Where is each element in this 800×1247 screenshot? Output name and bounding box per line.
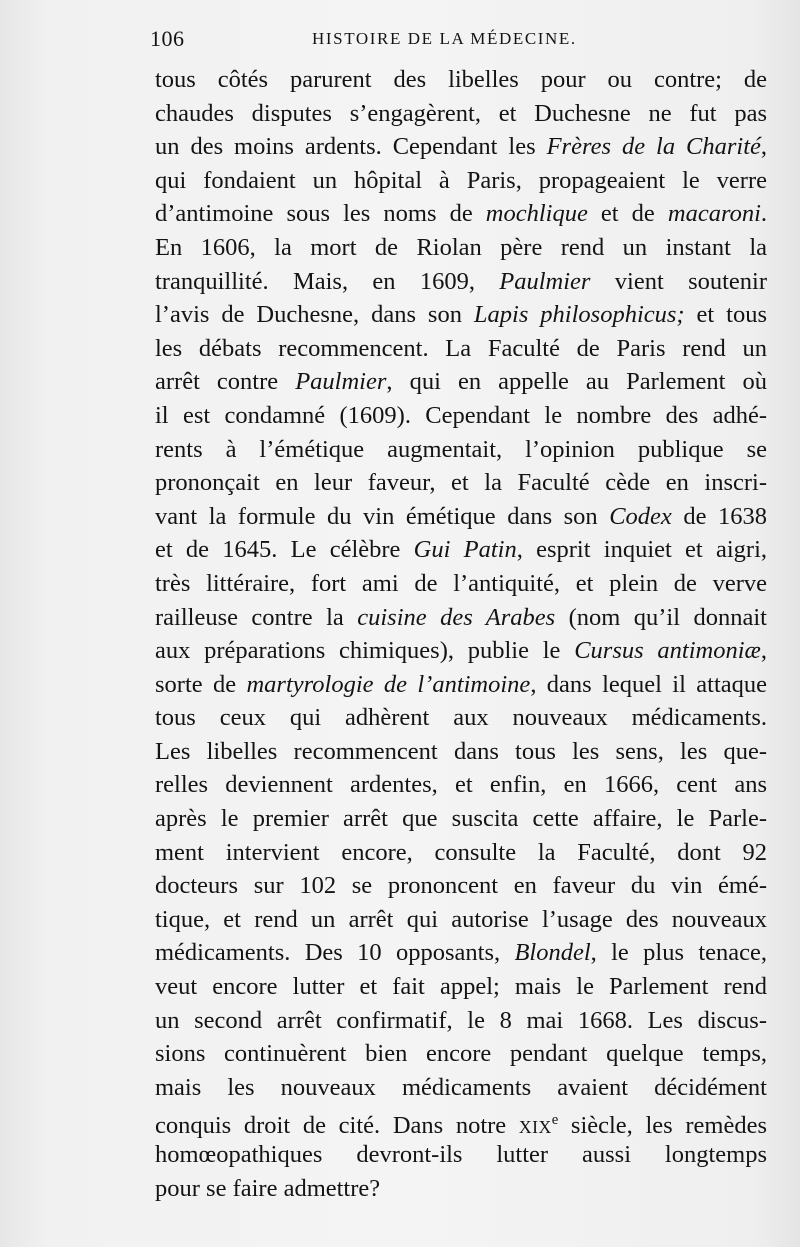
italic-run: Lapis philosophicus;: [473, 301, 685, 329]
text-line: [155, 601, 767, 635]
text-line: [155, 1138, 767, 1172]
text-line: [155, 97, 767, 131]
text-line: [155, 869, 767, 903]
text-run: d’antimoine sous les noms de: [155, 200, 486, 228]
text-run: ment intervient encore, consulte la Faculté, dont 92: [155, 838, 767, 866]
text-line: [155, 332, 767, 366]
text-run: après le premier arrêt que suscita cette affaire, le Parle-: [155, 805, 767, 833]
text-run: sorte de: [155, 670, 247, 698]
italic-run: Gui Patin: [413, 536, 517, 564]
page-number: 106: [150, 26, 185, 51]
text-line: [155, 836, 767, 870]
text-run: veut encore lutter et fait appel; mais le Parlement rend: [155, 973, 767, 1001]
text-run: Les libelles recommencent dans tous les sens, les que-: [155, 737, 767, 765]
text-line: [155, 1004, 767, 1038]
text-run: mais les nouveaux médicaments avaient décidément: [155, 1073, 767, 1101]
italic-run: Codex: [609, 502, 672, 530]
text-run: arrêt contre: [155, 368, 296, 396]
text-run: (nom qu’il donnait: [555, 603, 767, 631]
italic-run: Paulmier: [499, 267, 591, 295]
text-line: [155, 533, 767, 567]
text-line: [155, 701, 767, 735]
text-line: [155, 768, 767, 802]
text-run: et de: [587, 200, 668, 228]
text-run: , le plus tenace,: [590, 939, 767, 967]
text-line: [155, 231, 767, 265]
text-run: chaudes disputes s’engagèrent, et Duchesne ne fut pas: [155, 99, 767, 127]
running-head: HISTOIRE DE LA MÉDECINE.: [312, 29, 577, 48]
text-line: [155, 634, 767, 668]
italic-run: Blondel: [514, 939, 591, 967]
text-run: ,: [760, 637, 767, 665]
italic-run: Cursus antimoniæ: [574, 637, 761, 665]
text-line: [155, 936, 767, 970]
text-line: [155, 130, 767, 164]
text-run: qui fondaient un hôpital à Paris, propageaient le verre: [155, 166, 767, 194]
text-run: les débats recommencent. La Faculté de Paris rend un: [155, 334, 767, 362]
text-run: homœopathiques devront-ils lutter aussi longtemps: [155, 1141, 767, 1168]
text-line: [155, 164, 767, 198]
text-line: [155, 197, 767, 231]
text-line: [155, 668, 767, 702]
text-run: conquis droit de cité. Dans notre: [155, 1112, 519, 1140]
text-line: [155, 265, 767, 299]
text-line: [155, 1037, 767, 1071]
text-run: .: [760, 200, 767, 228]
italic-run: martyrologie de l’antimoine: [246, 670, 531, 698]
text-line: [155, 1172, 767, 1206]
text-run: pour se faire admettre?: [155, 1174, 381, 1202]
text-line: [155, 903, 767, 937]
text-run: En 1606, la mort de Riolan père rend un instant la: [155, 233, 767, 261]
text-run: un des moins ardents. Cependant les: [155, 133, 547, 161]
text-run: tous côtés parurent des libelles pour ou contre; de: [155, 66, 767, 93]
italic-run: Frères de la Charité: [546, 133, 761, 161]
text-run: relles deviennent ardentes, et enfin, en 1666, cent ans: [155, 771, 767, 799]
text-line: [155, 735, 767, 769]
text-run: médicaments. Des 10 opposants,: [155, 939, 515, 967]
text-run: prononçait en leur faveur, et la Faculté cède en inscri-: [155, 469, 767, 497]
text-line: [155, 399, 767, 433]
text-run: tous ceux qui adhèrent aux nouveaux médicaments.: [155, 704, 767, 732]
text-line: [155, 63, 767, 97]
text-run: aux préparations chimiques), publie le: [155, 637, 575, 665]
text-run: et de 1645. Le célèbre: [155, 536, 414, 564]
text-run: docteurs sur 102 se prononcent en faveur du vin émé-: [155, 872, 767, 900]
text-run: rents à l’émétique augmentait, l’opinion publique se: [155, 435, 767, 463]
text-line: [155, 500, 767, 534]
body-paragraph: [155, 63, 767, 1205]
text-run: ,: [760, 133, 768, 161]
text-line: [155, 802, 767, 836]
superscript-run: e: [551, 1112, 559, 1129]
page-header: [150, 22, 760, 54]
text-run: railleuse contre la: [155, 603, 358, 631]
text-run: vant la formule du vin émétique dans son: [155, 502, 610, 530]
text-run: de 1638: [671, 502, 767, 530]
text-run: tranquillité. Mais, en 1609,: [155, 267, 500, 295]
text-run: , esprit inquiet et aigri,: [516, 536, 767, 564]
text-run: siècle, les remèdes: [558, 1112, 768, 1140]
italic-run: Paulmier: [295, 368, 387, 396]
italic-run: macaroni: [667, 200, 761, 228]
text-run: il est condamné (1609). Cependant le nombre des adhé-: [155, 401, 767, 429]
text-run: l’avis de Duchesne, dans son: [155, 301, 474, 329]
text-run: , qui en appelle au Parlement où: [386, 368, 768, 396]
text-line: [155, 466, 767, 500]
italic-run: mochlique: [485, 200, 588, 228]
text-run: , dans lequel il attaque: [530, 670, 768, 698]
italic-run: cuisine des Arabes: [357, 603, 556, 631]
text-run: un second arrêt confirmatif, le 8 mai 1668. Les discus-: [155, 1006, 767, 1034]
small-caps-run: XIX: [518, 1117, 552, 1138]
text-run: sions continuèrent bien encore pendant quelque temps,: [155, 1040, 767, 1068]
text-run: et tous: [684, 301, 767, 329]
text-line: [155, 298, 767, 332]
text-line: [155, 970, 767, 1004]
text-run: très littéraire, fort ami de l’antiquité, et plein de verve: [155, 569, 767, 597]
text-run: vient soutenir: [590, 267, 768, 295]
text-line: [155, 1071, 767, 1105]
text-line: [155, 365, 767, 399]
text-line: [155, 1104, 767, 1138]
text-run: tique, et rend un arrêt qui autorise l’usage des nouveaux: [155, 905, 767, 933]
text-line: [155, 567, 767, 601]
text-line: [155, 433, 767, 467]
